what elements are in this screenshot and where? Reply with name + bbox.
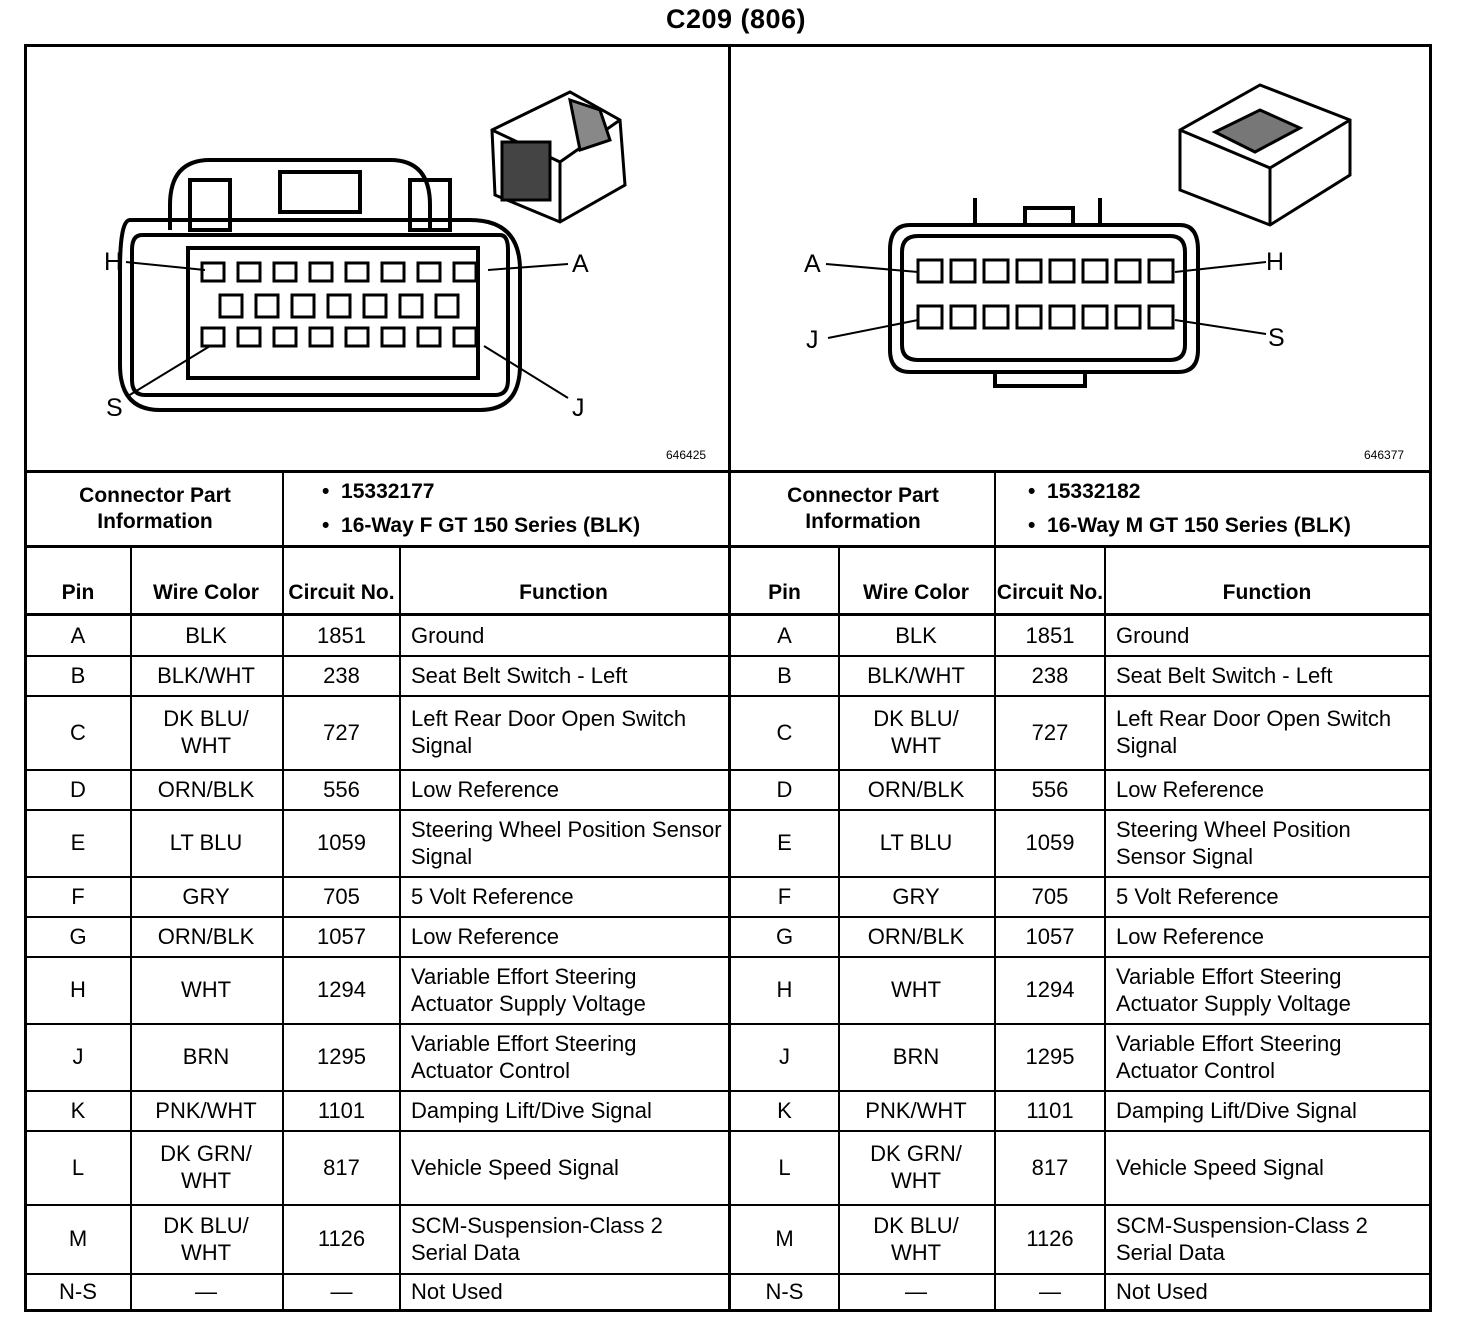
grid-line xyxy=(24,1130,1432,1132)
cell-function-left: Variable Effort Steering Actuator Supply Voltage xyxy=(411,963,646,1016)
part-desc-right-text: 16-Way M GT 150 Series (BLK) xyxy=(1047,514,1351,537)
connector-info-label-left: Connector Part Information xyxy=(79,484,231,533)
cell-function-right: Low Reference xyxy=(1116,923,1264,949)
cell-circuit-left: 705 xyxy=(323,883,360,909)
cell-pin-right: D xyxy=(776,776,793,802)
cell-function-right: Ground xyxy=(1116,622,1190,648)
cell-pin-right: J xyxy=(779,1044,790,1069)
cell-wire-left: BLK xyxy=(185,622,227,648)
cell-pin-right: E xyxy=(777,830,792,855)
cell-circuit-left: 1101 xyxy=(317,1097,366,1123)
cell-pin-left: A xyxy=(70,622,86,648)
cell-pin-left: B xyxy=(70,662,86,688)
cell-circuit-left: 238 xyxy=(323,662,360,688)
cell-pin-right: H xyxy=(776,977,793,1002)
cell-wire-right: DK BLU/ WHT xyxy=(873,706,959,758)
cell-function-right: Vehicle Speed Signal xyxy=(1116,1154,1324,1180)
cell-circuit-right: 705 xyxy=(1031,883,1069,909)
cell-circuit-right: 1295 xyxy=(1025,1044,1075,1069)
cell-wire-left: DK BLU/ WHT xyxy=(163,1212,249,1265)
male-pin-label-s: S xyxy=(1268,324,1285,352)
cell-pin-left: H xyxy=(70,977,86,1002)
cell-wire-right: LT BLU xyxy=(879,830,953,855)
cell-circuit-right: 1126 xyxy=(1026,1226,1074,1251)
cell-pin-right: N-S xyxy=(765,1279,804,1304)
grid-line xyxy=(24,655,1432,657)
cell-pin-right: C xyxy=(776,719,793,745)
cell-pin-left: K xyxy=(70,1097,86,1123)
grid-line xyxy=(24,695,1432,697)
cell-function-right: SCM-Suspension-Class 2 Serial Data xyxy=(1116,1212,1368,1265)
part-desc-left: • 16-Way F GT 150 Series (BLK) xyxy=(322,514,641,537)
cell-wire-left: GRY xyxy=(182,883,230,909)
grid-line xyxy=(24,769,1432,771)
grid-line xyxy=(24,1090,1432,1092)
pin-label-s: S xyxy=(106,394,123,422)
connector-info-label-right: Connector Part Information xyxy=(787,484,939,533)
cell-pin-right: K xyxy=(777,1097,792,1123)
cell-circuit-left: — xyxy=(330,1279,353,1304)
pin-label-j: J xyxy=(572,394,585,422)
cell-wire-right: DK GRN/ WHT xyxy=(870,1141,962,1193)
cell-pin-left: D xyxy=(70,776,86,802)
cell-circuit-left: 556 xyxy=(323,776,360,802)
cell-pin-right: F xyxy=(777,883,792,909)
info-divider xyxy=(24,545,1432,548)
cell-wire-right: BLK/WHT xyxy=(867,662,965,688)
cell-circuit-left: 1059 xyxy=(317,830,366,855)
cell-wire-left: — xyxy=(195,1279,217,1304)
col-header-wire-right: Wire Color xyxy=(863,581,969,604)
cell-function-right: Variable Effort Steering Actuator Supply Voltage xyxy=(1116,963,1351,1016)
cell-pin-left: G xyxy=(69,923,87,949)
cell-wire-left: ORN/BLK xyxy=(157,776,255,802)
male-pin-label-h: H xyxy=(1266,248,1285,276)
pin-label-a: A xyxy=(572,250,589,278)
cell-circuit-right: 727 xyxy=(1031,719,1069,745)
cell-wire-right: GRY xyxy=(892,883,940,909)
cell-pin-right: G xyxy=(775,923,794,949)
cell-circuit-right: 556 xyxy=(1031,776,1069,802)
cell-wire-left: DK BLU/ WHT xyxy=(163,706,249,758)
cell-pin-left: J xyxy=(72,1044,84,1069)
cell-wire-left: PNK/WHT xyxy=(155,1097,257,1123)
cell-wire-right: PNK/WHT xyxy=(865,1097,967,1123)
cell-wire-left: BRN xyxy=(182,1044,230,1069)
part-desc-left-text: 16-Way F GT 150 Series (BLK) xyxy=(341,514,641,537)
grid-line xyxy=(24,916,1432,918)
cell-function-left: Low Reference xyxy=(411,923,559,949)
cell-circuit-right: — xyxy=(1039,1279,1061,1304)
col-header-pin-left: Pin xyxy=(61,581,95,604)
cell-circuit-left: 1851 xyxy=(317,622,366,648)
cell-circuit-left: 727 xyxy=(323,719,360,745)
cell-pin-left: E xyxy=(70,830,86,855)
cell-wire-left: ORN/BLK xyxy=(157,923,255,949)
male-pin-label-j: J xyxy=(806,326,819,354)
part-number-right: • 15332182 xyxy=(1028,480,1141,503)
cell-function-right: Seat Belt Switch - Left xyxy=(1116,662,1333,688)
cell-function-left: Damping Lift/Dive Signal xyxy=(411,1097,652,1123)
cell-function-left: Vehicle Speed Signal xyxy=(411,1154,619,1180)
cell-wire-right: — xyxy=(905,1279,927,1304)
part-desc-right: • 16-Way M GT 150 Series (BLK) xyxy=(1028,514,1351,537)
cell-wire-right: ORN/BLK xyxy=(867,923,965,949)
cell-pin-left: N-S xyxy=(59,1279,97,1304)
pin-label-h: H xyxy=(104,248,123,276)
cell-circuit-right: 238 xyxy=(1031,662,1069,688)
image-id-right: 646377 xyxy=(1364,448,1405,462)
cell-function-right: Not Used xyxy=(1116,1279,1208,1304)
cell-wire-left: BLK/WHT xyxy=(157,662,255,688)
cell-circuit-right: 817 xyxy=(1031,1154,1069,1180)
grid-line xyxy=(24,809,1432,811)
part-number-right-text: 15332182 xyxy=(1047,480,1141,503)
cell-wire-right: BLK xyxy=(895,622,937,648)
cell-function-left: Not Used xyxy=(411,1279,503,1304)
cell-wire-left: LT BLU xyxy=(169,830,243,855)
cell-function-right: Damping Lift/Dive Signal xyxy=(1116,1097,1357,1123)
cell-function-right: Left Rear Door Open Switch Signal xyxy=(1116,706,1392,758)
cell-wire-right: WHT xyxy=(890,977,942,1002)
col-header-pin-right: Pin xyxy=(768,581,801,604)
cell-circuit-left: 1057 xyxy=(317,923,366,949)
cell-wire-right: DK BLU/ WHT xyxy=(873,1212,959,1265)
cell-pin-right: M xyxy=(775,1226,794,1251)
cell-function-right: Low Reference xyxy=(1116,776,1264,802)
col-header-circuit-right: Circuit No. xyxy=(996,581,1104,604)
cell-function-right: Variable Effort Steering Actuator Control xyxy=(1116,1030,1342,1083)
cell-circuit-left: 1295 xyxy=(317,1044,366,1069)
cell-circuit-right: 1294 xyxy=(1025,977,1075,1002)
image-id-left: 646425 xyxy=(666,448,707,462)
cell-pin-left: C xyxy=(70,719,86,745)
part-number-left: • 15332177 xyxy=(322,480,435,503)
male-pin-label-a: A xyxy=(804,250,821,278)
part-number-left-text: 15332177 xyxy=(341,480,435,503)
col-header-circuit-left: Circuit No. xyxy=(288,581,395,604)
cell-wire-left: DK GRN/ WHT xyxy=(160,1141,252,1193)
male-connector-diagram xyxy=(880,80,1360,390)
cell-function-right: 5 Volt Reference xyxy=(1116,883,1279,909)
page-title: C209 (806) xyxy=(665,4,807,34)
cell-wire-right: BRN xyxy=(892,1044,940,1069)
cell-circuit-left: 1126 xyxy=(317,1226,366,1251)
cell-pin-left: F xyxy=(71,883,85,909)
cell-pin-right: L xyxy=(778,1154,791,1180)
cell-function-left: Low Reference xyxy=(411,776,559,802)
grid-line xyxy=(24,1273,1432,1275)
cell-function-left: Seat Belt Switch - Left xyxy=(411,662,628,688)
cell-circuit-right: 1057 xyxy=(1025,923,1075,949)
cell-circuit-left: 1294 xyxy=(317,977,366,1002)
cell-circuit-right: 1059 xyxy=(1025,830,1075,855)
cell-function-left: Left Rear Door Open Switch Signal xyxy=(411,706,687,758)
cell-function-left: 5 Volt Reference xyxy=(411,883,574,909)
grid-line xyxy=(24,1023,1432,1025)
col-header-wire-left: Wire Color xyxy=(153,581,259,604)
cell-wire-right: ORN/BLK xyxy=(867,776,965,802)
cell-pin-left: L xyxy=(71,1154,85,1180)
cell-pin-right: B xyxy=(777,662,792,688)
grid-line xyxy=(24,1204,1432,1206)
col-header-function-left: Function xyxy=(519,581,608,604)
cell-function-left: Steering Wheel Position Sensor Signal xyxy=(411,816,722,869)
cell-circuit-right: 1851 xyxy=(1025,622,1075,648)
cell-function-left: Ground xyxy=(411,622,485,648)
grid-line xyxy=(24,876,1432,878)
col-header-function-right: Function xyxy=(1222,581,1312,604)
diagram-divider xyxy=(24,470,1432,473)
cell-function-left: SCM-Suspension-Class 2 Serial Data xyxy=(411,1212,663,1265)
cell-function-right: Steering Wheel Position Sensor Signal xyxy=(1116,816,1351,869)
cell-pin-right: A xyxy=(777,622,792,648)
cell-pin-left: M xyxy=(68,1226,88,1251)
cell-circuit-right: 1101 xyxy=(1026,1097,1074,1123)
cell-wire-left: WHT xyxy=(180,977,232,1002)
cell-circuit-left: 817 xyxy=(323,1154,360,1180)
grid-line xyxy=(24,956,1432,958)
cell-function-left: Variable Effort Steering Actuator Control xyxy=(411,1030,637,1083)
